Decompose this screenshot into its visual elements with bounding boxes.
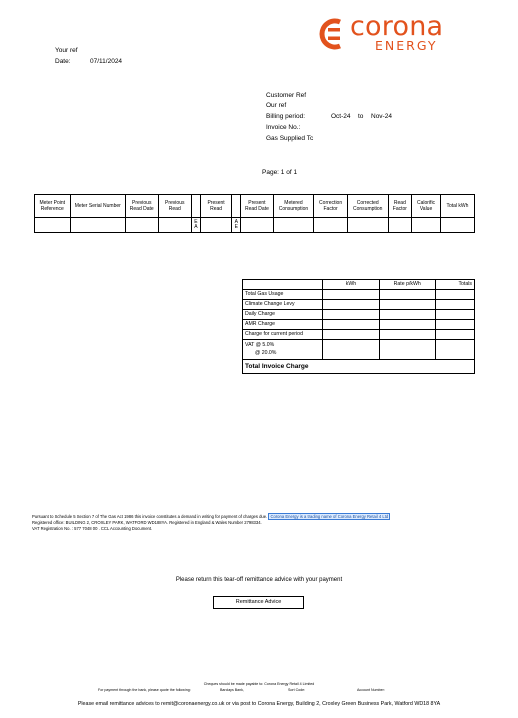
col-previous-read: Previous Read — [158, 195, 191, 218]
row-amr-charge: AMR Charge — [243, 320, 323, 330]
row-total-gas-usage: Total Gas Usage — [243, 290, 323, 300]
table-row — [243, 300, 475, 310]
remittance-notice: Please return this tear-off remittance advice with your payment — [175, 577, 343, 583]
charges-summary-table — [242, 279, 475, 374]
meter-table-header-row — [35, 195, 475, 218]
sort-code-label: Sort Code: — [288, 688, 306, 692]
table-row — [243, 290, 475, 300]
row-total-invoice-charge: Total Invoice Charge — [243, 360, 436, 374]
col-meter-point-reference: Meter Point Reference — [35, 195, 71, 218]
your-ref-label: Your ref — [55, 47, 78, 54]
table-row — [243, 340, 475, 360]
bank-payment-prefix: For payment through the bank, please quote the following: — [98, 688, 191, 692]
table-row — [243, 310, 475, 320]
corona-energy-logo — [315, 11, 475, 56]
col-totals: Totals — [435, 280, 474, 290]
email-remittance-line: Please email remittance advices to remit@coronaenergy.co.uk or via post to Corona Energy, Building 2, Croxley Green Business Park, Watford WD18 8YA — [77, 701, 441, 707]
account-number-label: Account Number: — [357, 688, 385, 692]
table-row — [243, 330, 475, 340]
present-read-flag: A E — [232, 218, 241, 233]
row-climate-change-levy: Climate Change Levy — [243, 300, 323, 310]
legal-line-2: Registered office: BUILDING 2, CROXLEY PARK, WATFORD WD188YA. Registered in England & Wales Number 2798334. — [32, 520, 262, 525]
col-present-flag — [232, 195, 241, 218]
table-row — [243, 360, 475, 374]
logo-word-energy: ENERGY — [375, 38, 438, 53]
table-row — [243, 320, 475, 330]
col-metered-consumption: Metered Consumption — [273, 195, 314, 218]
row-daily-charge: Daily Charge — [243, 310, 323, 320]
previous-read-flag: E A — [191, 218, 200, 233]
col-previous-read-date: Previous Read Date — [125, 195, 158, 218]
remittance-advice-button[interactable]: Remittance Advice — [213, 596, 304, 609]
col-corrected-consumption: Corrected Consumption — [347, 195, 388, 218]
col-total-kwh: Total kWh — [440, 195, 474, 218]
col-rate: Rate p/kWh — [379, 280, 435, 290]
col-meter-serial-number: Meter Serial Number — [70, 195, 125, 218]
customer-ref-label: Customer Ref — [266, 92, 307, 99]
meter-reading-table — [34, 194, 475, 233]
col-previous-flag — [191, 195, 200, 218]
trading-name-highlight: Corona Energy is a trading name of Corona Energy Retail 4 Ltd — [270, 514, 389, 519]
billing-period-from: Oct-24 — [331, 113, 351, 120]
billing-period-label: Billing period: — [266, 113, 306, 120]
date-label: Date: — [55, 58, 71, 65]
date-value: 07/11/2024 — [90, 58, 123, 65]
col-calorific-value: Calorific Value — [412, 195, 441, 218]
table-row — [35, 218, 475, 233]
page-indicator: Page: 1 of 1 — [262, 169, 298, 176]
legal-line-3: VAT Registration No. : 577 7048 00 . CCL Accounting Document. — [32, 526, 153, 531]
legal-line-1: Pursuant to Schedule 5 Section 7 of The Gas Act 1986 this invoice constitutes a demand in writing for payment of charges due. — [32, 514, 268, 519]
col-read-factor: Read Factor — [388, 195, 412, 218]
col-correction-factor: Correction Factor — [314, 195, 348, 218]
invoice-no-label: Invoice No.: — [266, 124, 301, 131]
logo-word-corona: corona — [350, 11, 444, 42]
cheques-payable-note: Cheques should be made payable to: Corona Energy Retail 4 Limited — [203, 682, 315, 686]
col-kwh: kWh — [323, 280, 380, 290]
billing-period-to-word: to — [358, 113, 364, 120]
corona-logo-mark-icon — [315, 17, 347, 51]
our-ref-label: Our ref — [266, 102, 287, 109]
gas-supplied-label: Gas Supplied Tc — [266, 135, 314, 142]
row-vat: VAT @ 5.0% @ 20.0% — [243, 340, 323, 360]
billing-period-to: Nov-24 — [371, 113, 392, 120]
charges-header-row — [243, 280, 475, 290]
bank-name: Barclays Bank, — [220, 688, 244, 692]
row-charge-current-period: Charge for current period — [243, 330, 323, 340]
col-present-read: Present Read — [200, 195, 231, 218]
col-present-read-date: Present Read Date — [241, 195, 273, 218]
legal-notice — [32, 514, 472, 532]
